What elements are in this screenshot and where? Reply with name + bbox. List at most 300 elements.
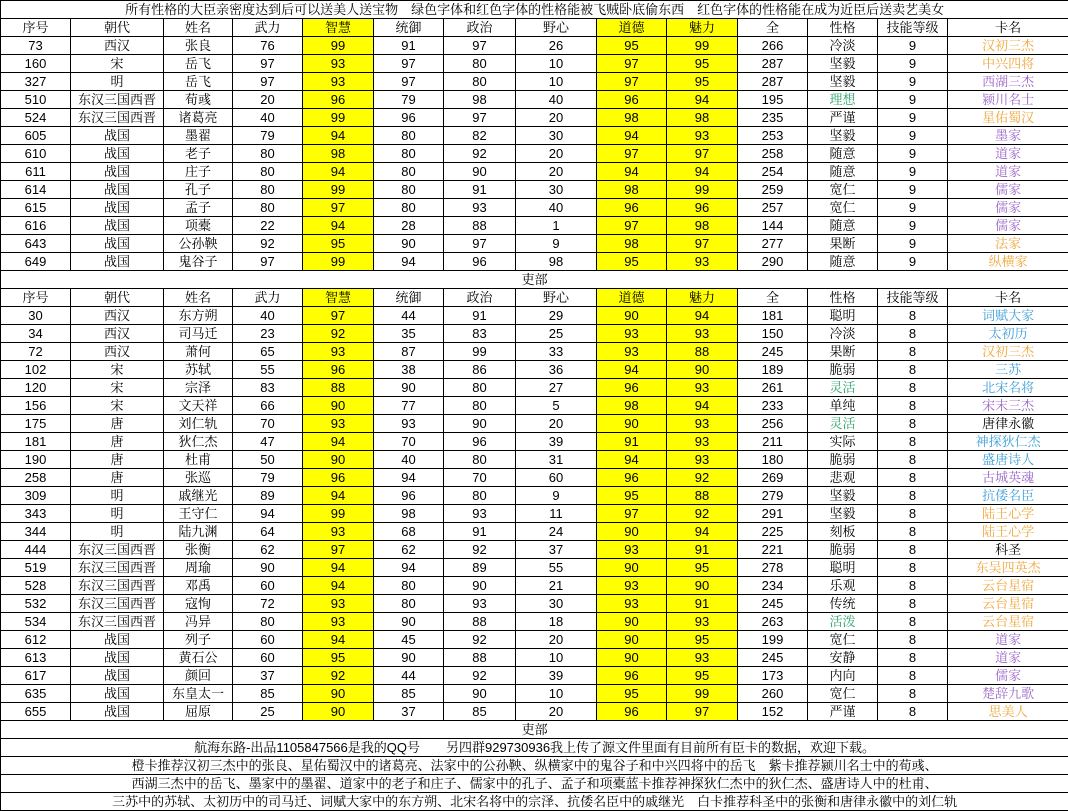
cell[interactable]: 45	[374, 631, 444, 649]
cell[interactable]: 94	[374, 253, 444, 271]
cell[interactable]: 96	[303, 91, 374, 109]
cell[interactable]: 99	[667, 181, 738, 199]
cell[interactable]: 明	[71, 73, 164, 91]
minister-name-cell[interactable]: 狄仁杰	[164, 433, 233, 451]
cell[interactable]: 70	[374, 433, 444, 451]
cell[interactable]: 11	[516, 505, 597, 523]
minister-name-cell[interactable]: 东皇太一	[164, 685, 233, 703]
cell[interactable]: 8	[878, 379, 948, 397]
row-id-cell[interactable]: 343	[1, 505, 71, 523]
cell[interactable]: 唐	[71, 433, 164, 451]
cell[interactable]: 95	[303, 235, 374, 253]
cell[interactable]: 98	[667, 109, 738, 127]
cell[interactable]: 8	[878, 469, 948, 487]
card-name-cell[interactable]: 陆王心学	[948, 523, 1068, 541]
cell[interactable]: 80	[374, 577, 444, 595]
personality-cell[interactable]: 坚毅	[808, 487, 878, 505]
cell[interactable]: 257	[738, 199, 808, 217]
row-id-cell[interactable]: 344	[1, 523, 71, 541]
cell[interactable]: 97	[233, 73, 303, 91]
cell[interactable]: 144	[738, 217, 808, 235]
cell[interactable]: 9	[516, 487, 597, 505]
cell[interactable]: 97	[597, 55, 667, 73]
cell[interactable]: 97	[303, 541, 374, 559]
cell[interactable]: 90	[303, 397, 374, 415]
cell[interactable]: 97	[374, 73, 444, 91]
cell[interactable]: 97	[233, 55, 303, 73]
column-header[interactable]: 道德	[597, 289, 667, 307]
cell[interactable]: 东汉三国西晋	[71, 91, 164, 109]
cell[interactable]: 260	[738, 685, 808, 703]
cell[interactable]: 21	[516, 577, 597, 595]
cell[interactable]: 9	[878, 181, 948, 199]
minister-name-cell[interactable]: 鬼谷子	[164, 253, 233, 271]
card-name-cell[interactable]: 神探狄仁杰	[948, 433, 1068, 451]
minister-name-cell[interactable]: 孟子	[164, 199, 233, 217]
column-header[interactable]: 智慧	[303, 289, 374, 307]
cell[interactable]: 83	[233, 379, 303, 397]
cell[interactable]: 92	[444, 631, 516, 649]
cell[interactable]: 96	[597, 469, 667, 487]
cell[interactable]: 96	[597, 667, 667, 685]
cell[interactable]: 90	[374, 649, 444, 667]
row-id-cell[interactable]: 444	[1, 541, 71, 559]
card-name-cell[interactable]: 道家	[948, 145, 1068, 163]
column-header[interactable]: 朝代	[71, 289, 164, 307]
personality-cell[interactable]: 脆弱	[808, 541, 878, 559]
footer-qq-line[interactable]: 航海东路-出品1105847566是我的QQ号 另四群929730936我上传了源文件里面有目前所有臣卡的数据，欢迎下载。	[1, 739, 1068, 757]
card-name-cell[interactable]: 儒家	[948, 199, 1068, 217]
card-name-cell[interactable]: 词赋大家	[948, 307, 1068, 325]
minister-name-cell[interactable]: 宗泽	[164, 379, 233, 397]
cell[interactable]: 80	[444, 397, 516, 415]
row-id-cell[interactable]: 156	[1, 397, 71, 415]
card-name-cell[interactable]: 古城英魂	[948, 469, 1068, 487]
cell[interactable]: 8	[878, 487, 948, 505]
cell[interactable]: 80	[233, 181, 303, 199]
row-id-cell[interactable]: 610	[1, 145, 71, 163]
cell[interactable]: 西汉	[71, 325, 164, 343]
cell[interactable]: 90	[667, 361, 738, 379]
cell[interactable]: 181	[738, 307, 808, 325]
minister-name-cell[interactable]: 张衡	[164, 541, 233, 559]
cell[interactable]: 90	[374, 379, 444, 397]
personality-cell[interactable]: 坚毅	[808, 127, 878, 145]
cell[interactable]: 235	[738, 109, 808, 127]
cell[interactable]: 287	[738, 55, 808, 73]
cell[interactable]: 95	[667, 559, 738, 577]
cell[interactable]: 27	[516, 379, 597, 397]
cell[interactable]: 东汉三国西晋	[71, 541, 164, 559]
personality-cell[interactable]: 灵活	[808, 415, 878, 433]
card-name-cell[interactable]: 云台星宿	[948, 595, 1068, 613]
cell[interactable]: 287	[738, 73, 808, 91]
column-header[interactable]: 性格	[808, 289, 878, 307]
cell[interactable]: 90	[444, 163, 516, 181]
cell[interactable]: 263	[738, 613, 808, 631]
cell[interactable]: 战国	[71, 181, 164, 199]
cell[interactable]: 10	[516, 73, 597, 91]
cell[interactable]: 94	[233, 505, 303, 523]
column-header[interactable]: 武力	[233, 19, 303, 37]
cell[interactable]: 50	[233, 451, 303, 469]
cell[interactable]: 245	[738, 649, 808, 667]
cell[interactable]: 211	[738, 433, 808, 451]
cell[interactable]: 245	[738, 595, 808, 613]
minister-name-cell[interactable]: 老子	[164, 145, 233, 163]
minister-name-cell[interactable]: 颜回	[164, 667, 233, 685]
cell[interactable]: 96	[597, 199, 667, 217]
card-name-cell[interactable]: 墨家	[948, 127, 1068, 145]
cell[interactable]: 9	[878, 109, 948, 127]
cell[interactable]: 战国	[71, 199, 164, 217]
cell[interactable]: 33	[516, 343, 597, 361]
cell[interactable]: 96	[303, 469, 374, 487]
cell[interactable]: 9	[516, 235, 597, 253]
cell[interactable]: 254	[738, 163, 808, 181]
cell[interactable]: 93	[444, 505, 516, 523]
cell[interactable]: 1	[516, 217, 597, 235]
cell[interactable]: 94	[303, 217, 374, 235]
cell[interactable]: 44	[374, 667, 444, 685]
card-name-cell[interactable]: 道家	[948, 631, 1068, 649]
cell[interactable]: 8	[878, 667, 948, 685]
cell[interactable]: 79	[233, 127, 303, 145]
cell[interactable]: 55	[516, 559, 597, 577]
cell[interactable]: 95	[667, 667, 738, 685]
cell[interactable]: 90	[667, 577, 738, 595]
cell[interactable]: 96	[597, 91, 667, 109]
column-header[interactable]: 全	[738, 19, 808, 37]
cell[interactable]: 277	[738, 235, 808, 253]
personality-cell[interactable]: 冷淡	[808, 37, 878, 55]
cell[interactable]: 99	[667, 37, 738, 55]
sheet-title[interactable]: 所有性格的大臣亲密度达到后可以送美人送宝物 绿色字体和红色字体的性格能被飞贼卧底偷东西 红色字体的性格能在成为近臣后送卖艺美女	[1, 1, 1068, 19]
cell[interactable]: 80	[374, 127, 444, 145]
column-header[interactable]: 魅力	[667, 19, 738, 37]
card-name-cell[interactable]: 宋末三杰	[948, 397, 1068, 415]
row-id-cell[interactable]: 190	[1, 451, 71, 469]
cell[interactable]: 明	[71, 523, 164, 541]
row-id-cell[interactable]: 616	[1, 217, 71, 235]
cell[interactable]: 战国	[71, 253, 164, 271]
row-id-cell[interactable]: 534	[1, 613, 71, 631]
cell[interactable]: 8	[878, 685, 948, 703]
cell[interactable]: 40	[516, 91, 597, 109]
cell[interactable]: 90	[597, 649, 667, 667]
cell[interactable]: 72	[233, 595, 303, 613]
cell[interactable]: 60	[233, 577, 303, 595]
cell[interactable]: 东汉三国西晋	[71, 577, 164, 595]
cell[interactable]: 98	[444, 91, 516, 109]
cell[interactable]: 95	[667, 55, 738, 73]
cell[interactable]: 91	[444, 523, 516, 541]
personality-cell[interactable]: 果断	[808, 343, 878, 361]
cell[interactable]: 25	[516, 325, 597, 343]
cell[interactable]: 8	[878, 505, 948, 523]
cell[interactable]: 199	[738, 631, 808, 649]
cell[interactable]: 96	[597, 703, 667, 721]
cell[interactable]: 96	[444, 253, 516, 271]
card-name-cell[interactable]: 星佑蜀汉	[948, 109, 1068, 127]
cell[interactable]: 93	[303, 73, 374, 91]
cell[interactable]: 94	[303, 631, 374, 649]
cell[interactable]: 60	[233, 631, 303, 649]
cell[interactable]: 92	[303, 325, 374, 343]
cell[interactable]: 66	[233, 397, 303, 415]
cell[interactable]: 宋	[71, 361, 164, 379]
cell[interactable]: 10	[516, 649, 597, 667]
personality-cell[interactable]: 脆弱	[808, 451, 878, 469]
footer-note-3[interactable]: 三苏中的苏轼、太初历中的司马迁、词赋大家中的东方朔、北宋名将中的宗泽、抗倭名臣中的戚继光 白卡推荐科圣中的张衡和唐律永徽中的刘仁轨	[1, 793, 1068, 811]
cell[interactable]: 77	[374, 397, 444, 415]
personality-cell[interactable]: 随意	[808, 163, 878, 181]
cell[interactable]: 9	[878, 163, 948, 181]
row-id-cell[interactable]: 30	[1, 307, 71, 325]
card-name-cell[interactable]: 儒家	[948, 667, 1068, 685]
card-name-cell[interactable]: 云台星宿	[948, 577, 1068, 595]
cell[interactable]: 93	[303, 55, 374, 73]
minister-name-cell[interactable]: 东方朔	[164, 307, 233, 325]
cell[interactable]: 90	[374, 235, 444, 253]
column-header[interactable]: 统御	[374, 19, 444, 37]
cell[interactable]: 87	[374, 343, 444, 361]
minister-name-cell[interactable]: 陆九渊	[164, 523, 233, 541]
minister-name-cell[interactable]: 公孙鞅	[164, 235, 233, 253]
cell[interactable]: 95	[667, 73, 738, 91]
personality-cell[interactable]: 聪明	[808, 307, 878, 325]
minister-name-cell[interactable]: 屈原	[164, 703, 233, 721]
card-name-cell[interactable]: 汉初三杰	[948, 37, 1068, 55]
card-name-cell[interactable]: 陆王心学	[948, 505, 1068, 523]
cell[interactable]: 233	[738, 397, 808, 415]
card-name-cell[interactable]: 儒家	[948, 217, 1068, 235]
cell[interactable]: 94	[667, 163, 738, 181]
cell[interactable]: 战国	[71, 127, 164, 145]
cell[interactable]: 91	[667, 595, 738, 613]
column-header[interactable]: 姓名	[164, 19, 233, 37]
minister-name-cell[interactable]: 庄子	[164, 163, 233, 181]
personality-cell[interactable]: 安静	[808, 649, 878, 667]
cell[interactable]: 战国	[71, 667, 164, 685]
cell[interactable]: 93	[667, 649, 738, 667]
cell[interactable]: 80	[374, 181, 444, 199]
cell[interactable]: 55	[233, 361, 303, 379]
cell[interactable]: 98	[597, 235, 667, 253]
cell[interactable]: 90	[233, 559, 303, 577]
personality-cell[interactable]: 随意	[808, 217, 878, 235]
cell[interactable]: 97	[597, 505, 667, 523]
minister-name-cell[interactable]: 岳飞	[164, 73, 233, 91]
row-id-cell[interactable]: 532	[1, 595, 71, 613]
cell[interactable]: 85	[374, 685, 444, 703]
cell[interactable]: 88	[667, 343, 738, 361]
cell[interactable]: 9	[878, 235, 948, 253]
cell[interactable]: 80	[374, 145, 444, 163]
cell[interactable]: 90	[597, 307, 667, 325]
row-id-cell[interactable]: 524	[1, 109, 71, 127]
minister-name-cell[interactable]: 项橐	[164, 217, 233, 235]
cell[interactable]: 94	[597, 361, 667, 379]
row-id-cell[interactable]: 613	[1, 649, 71, 667]
minister-name-cell[interactable]: 周瑜	[164, 559, 233, 577]
cell[interactable]: 99	[303, 505, 374, 523]
cell[interactable]: 99	[303, 109, 374, 127]
cell[interactable]: 93	[303, 415, 374, 433]
personality-cell[interactable]: 活泼	[808, 613, 878, 631]
cell[interactable]: 8	[878, 343, 948, 361]
cell[interactable]: 20	[516, 109, 597, 127]
cell[interactable]: 259	[738, 181, 808, 199]
cell[interactable]: 94	[667, 397, 738, 415]
cell[interactable]: 90	[597, 631, 667, 649]
cell[interactable]: 明	[71, 505, 164, 523]
minister-name-cell[interactable]: 萧何	[164, 343, 233, 361]
cell[interactable]: 91	[374, 37, 444, 55]
cell[interactable]: 99	[303, 253, 374, 271]
personality-cell[interactable]: 坚毅	[808, 55, 878, 73]
cell[interactable]: 90	[597, 523, 667, 541]
personality-cell[interactable]: 实际	[808, 433, 878, 451]
cell[interactable]: 98	[516, 253, 597, 271]
section-label[interactable]: 吏部	[1, 721, 1068, 739]
personality-cell[interactable]: 严谨	[808, 703, 878, 721]
column-header[interactable]: 智慧	[303, 19, 374, 37]
cell[interactable]: 94	[303, 487, 374, 505]
card-name-cell[interactable]: 云台星宿	[948, 613, 1068, 631]
cell[interactable]: 88	[444, 649, 516, 667]
cell[interactable]: 90	[444, 415, 516, 433]
personality-cell[interactable]: 随意	[808, 253, 878, 271]
cell[interactable]: 明	[71, 487, 164, 505]
cell[interactable]: 80	[233, 145, 303, 163]
card-name-cell[interactable]: 汉初三杰	[948, 343, 1068, 361]
cell[interactable]: 91	[667, 541, 738, 559]
row-id-cell[interactable]: 327	[1, 73, 71, 91]
cell[interactable]: 93	[597, 577, 667, 595]
cell[interactable]: 60	[233, 649, 303, 667]
cell[interactable]: 9	[878, 145, 948, 163]
cell[interactable]: 173	[738, 667, 808, 685]
cell[interactable]: 东汉三国西晋	[71, 109, 164, 127]
cell[interactable]: 94	[667, 91, 738, 109]
cell[interactable]: 93	[597, 595, 667, 613]
personality-cell[interactable]: 宽仁	[808, 181, 878, 199]
cell[interactable]: 70	[233, 415, 303, 433]
minister-name-cell[interactable]: 黄石公	[164, 649, 233, 667]
cell[interactable]: 93	[667, 451, 738, 469]
cell[interactable]: 60	[516, 469, 597, 487]
cell[interactable]: 35	[374, 325, 444, 343]
cell[interactable]: 91	[444, 181, 516, 199]
cell[interactable]: 94	[303, 163, 374, 181]
card-name-cell[interactable]: 科圣	[948, 541, 1068, 559]
minister-name-cell[interactable]: 杜甫	[164, 451, 233, 469]
cell[interactable]: 93	[444, 595, 516, 613]
row-id-cell[interactable]: 73	[1, 37, 71, 55]
row-id-cell[interactable]: 605	[1, 127, 71, 145]
row-id-cell[interactable]: 510	[1, 91, 71, 109]
cell[interactable]: 80	[444, 73, 516, 91]
card-name-cell[interactable]: 东吴四英杰	[948, 559, 1068, 577]
cell[interactable]: 96	[667, 199, 738, 217]
cell[interactable]: 90	[374, 613, 444, 631]
cell[interactable]: 20	[516, 163, 597, 181]
cell[interactable]: 37	[374, 703, 444, 721]
cell[interactable]: 98	[597, 181, 667, 199]
cell[interactable]: 256	[738, 415, 808, 433]
cell[interactable]: 93	[667, 379, 738, 397]
cell[interactable]: 95	[597, 253, 667, 271]
cell[interactable]: 90	[303, 703, 374, 721]
minister-name-cell[interactable]: 刘仁轨	[164, 415, 233, 433]
cell[interactable]: 8	[878, 559, 948, 577]
cell[interactable]: 99	[444, 343, 516, 361]
cell[interactable]: 94	[303, 433, 374, 451]
card-name-cell[interactable]: 思美人	[948, 703, 1068, 721]
cell[interactable]: 92	[667, 469, 738, 487]
minister-name-cell[interactable]: 邓禹	[164, 577, 233, 595]
cell[interactable]: 23	[233, 325, 303, 343]
personality-cell[interactable]: 悲观	[808, 469, 878, 487]
cell[interactable]: 40	[233, 109, 303, 127]
cell[interactable]: 40	[516, 199, 597, 217]
cell[interactable]: 37	[516, 541, 597, 559]
cell[interactable]: 189	[738, 361, 808, 379]
cell[interactable]: 150	[738, 325, 808, 343]
cell[interactable]: 97	[667, 145, 738, 163]
cell[interactable]: 291	[738, 505, 808, 523]
personality-cell[interactable]: 内向	[808, 667, 878, 685]
cell[interactable]: 88	[444, 217, 516, 235]
cell[interactable]: 东汉三国西晋	[71, 559, 164, 577]
cell[interactable]: 93	[667, 127, 738, 145]
cell[interactable]: 92	[444, 541, 516, 559]
card-name-cell[interactable]: 三苏	[948, 361, 1068, 379]
cell[interactable]: 25	[233, 703, 303, 721]
cell[interactable]: 30	[516, 127, 597, 145]
cell[interactable]: 93	[597, 343, 667, 361]
cell[interactable]: 战国	[71, 631, 164, 649]
card-name-cell[interactable]: 唐律永徽	[948, 415, 1068, 433]
row-id-cell[interactable]: 615	[1, 199, 71, 217]
row-id-cell[interactable]: 519	[1, 559, 71, 577]
cell[interactable]: 8	[878, 613, 948, 631]
cell[interactable]: 234	[738, 577, 808, 595]
cell[interactable]: 94	[374, 559, 444, 577]
personality-cell[interactable]: 单纯	[808, 397, 878, 415]
personality-cell[interactable]: 宽仁	[808, 685, 878, 703]
cell[interactable]: 37	[233, 667, 303, 685]
cell[interactable]: 31	[516, 451, 597, 469]
cell[interactable]: 94	[667, 307, 738, 325]
cell[interactable]: 98	[597, 109, 667, 127]
cell[interactable]: 93	[303, 523, 374, 541]
card-name-cell[interactable]: 西湖三杰	[948, 73, 1068, 91]
personality-cell[interactable]: 冷淡	[808, 325, 878, 343]
cell[interactable]: 98	[374, 505, 444, 523]
cell[interactable]: 80	[444, 55, 516, 73]
cell[interactable]: 93	[597, 325, 667, 343]
cell[interactable]: 80	[444, 451, 516, 469]
cell[interactable]: 92	[444, 667, 516, 685]
card-name-cell[interactable]: 法家	[948, 235, 1068, 253]
cell[interactable]: 47	[233, 433, 303, 451]
cell[interactable]: 80	[374, 199, 444, 217]
cell[interactable]: 24	[516, 523, 597, 541]
personality-cell[interactable]: 坚毅	[808, 505, 878, 523]
cell[interactable]: 40	[233, 307, 303, 325]
